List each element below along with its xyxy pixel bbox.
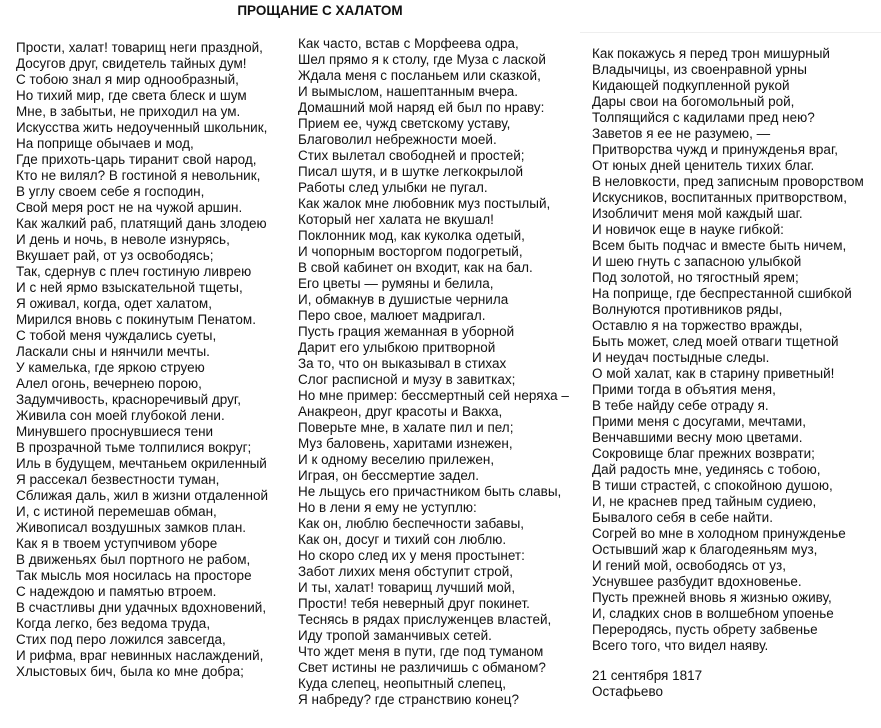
poem-line: Алел огонь, вечернею порою,: [16, 376, 202, 391]
poem-line: Сближая даль, жил в жизни отдаленной: [16, 488, 268, 503]
poem-line: И, обмакнув в душистые чернила: [298, 292, 509, 307]
poem-line: Когда легко, без ведома труда,: [16, 616, 211, 631]
poem-line: Поверьте мне, в халате пил и пел;: [298, 420, 514, 435]
poem-line: О мой халат, как в старину приветный!: [592, 366, 835, 381]
poem-line: В тебе найду себе отраду я.: [592, 398, 769, 413]
poem-line: Минувшего проснувшиеся тени: [16, 424, 214, 439]
poem-line: Так мысль моя носилась на просторе: [16, 568, 252, 583]
poem-line: Я оживал, когда, одет халатом,: [16, 296, 212, 311]
poem-line: И с ней ярмо взыскательной тщеты,: [16, 280, 243, 295]
poem-line: Кидающей подкупленной рукой: [592, 78, 790, 93]
poem-line: Я рассекал безвестности туман,: [16, 472, 220, 487]
poem-line: Пусть грация жеманная в уборной: [298, 324, 515, 339]
poem-line: За то, что он выказывал в стихах: [298, 356, 507, 371]
poem-line: Мирился вновь с покинутым Пенатом.: [16, 312, 256, 327]
poem-line: Дарит его улыбкою притворной: [298, 340, 496, 355]
poem-line: Живила сон моей глубокой лени.: [16, 408, 225, 423]
spacer: [592, 654, 864, 668]
poem-line: Но тихий мир, где света блеск и шум: [16, 88, 247, 103]
poem-line: Остывший жар к благодеяньям муз,: [592, 542, 818, 557]
poem-line: Стих вылетал свободней и простей;: [298, 148, 525, 163]
poem-line: Пусть прежней вновь я жизнью оживу,: [592, 590, 832, 605]
poem-line: Мне, в забытьи, не приходил на ум.: [16, 104, 241, 119]
poem-line: Не льщусь его причастником быть славы,: [298, 484, 562, 499]
poem-line: Вкушает рай, от уз освободясь;: [16, 248, 214, 263]
poem-line: С надеждою и памятью втроем.: [16, 584, 217, 599]
poem-line: Задумчивость, красноречивый друг,: [16, 392, 241, 407]
poem-line: Где прихоть-царь тиранит свой народ,: [16, 152, 257, 167]
poem-line: Иль в будущем, мечтаньем окриленный: [16, 456, 267, 471]
poem-line: Как часто, встав с Морфеева одра,: [298, 36, 519, 51]
poem-line: Всего того, что видел наяву.: [592, 638, 769, 653]
poem-line: Анакреон, друг красоты и Вакха,: [298, 404, 503, 419]
poem-line: От юных дней ценитель тихих благ.: [592, 158, 815, 173]
poem-line: Уснувшее разбудит вдохновенье.: [592, 574, 802, 589]
poem-line: Искусников, воспитанных притворством,: [592, 190, 847, 205]
poem-line: Хлыстовых бич, была ко мне добра;: [16, 664, 244, 679]
poem-line: Иду тропой заманчивых сетей.: [298, 628, 492, 643]
poem-line: С тобою знал я мир однообразный,: [16, 72, 239, 87]
poem-line: Волнуются противников ряды,: [592, 302, 783, 317]
poem-line: У камелька, где яркою струею: [16, 360, 205, 375]
poem-line: Изобличит меня мой каждый шаг.: [592, 206, 803, 221]
poem-line: Заветов я ее не разумею, —: [592, 126, 771, 141]
poem-line: Стих под перо ложился завсегда,: [16, 632, 226, 647]
poem-line: Дай радость мне, уединясь с тобою,: [592, 462, 821, 477]
column-divider: [580, 32, 881, 33]
poem-line: Поклонник мод, как куколка одетый,: [298, 228, 525, 243]
poem-line: Но скоро след их у меня простынет:: [298, 548, 525, 563]
poem-line: Сокровище благ прежних возврати;: [592, 446, 815, 461]
poem-line: Забот лихих меня обступит строй,: [298, 564, 514, 579]
poem-line: Как он, люблю беспечности забавы,: [298, 516, 525, 531]
poem-line: Как он, досуг и тихий сон люблю.: [298, 532, 507, 547]
poem-line: Слог расписной и музу в завитках;: [298, 372, 516, 387]
poem-date: 21 сентября 1817: [592, 668, 703, 683]
poem-line: И, не краснев пред тайным судиею,: [592, 494, 817, 509]
poem-line: Я набреду? где странствию конец?: [298, 692, 519, 707]
poem-line: Прости, халат! товарищ неги праздной,: [16, 40, 263, 55]
poem-line: И гений мой, освободясь от уз,: [592, 558, 786, 573]
poem-line: Оставлю я на торжество вражды,: [592, 318, 803, 333]
poem-line: Венчавшими весну мою цветами.: [592, 430, 803, 445]
poem-line: И новичок еще в науке гибкой:: [592, 222, 784, 237]
poem-line: И чопорным восторгом подогретый,: [298, 244, 523, 259]
poem-line: Домашний мой наряд ей был по нраву:: [298, 100, 545, 115]
poem-line: Шел прямо я к столу, где Муза с лаской: [298, 52, 546, 67]
poem-line: Толпящийся с кадилами пред нею?: [592, 110, 815, 125]
poem-line: В движеньях был портного не рабом,: [16, 552, 251, 567]
poem-line: И ты, халат! товарищ лучший мой,: [298, 580, 516, 595]
poem-place: Остафьево: [592, 684, 663, 699]
poem-line: И, с истиной перемешав обман,: [16, 504, 217, 519]
poem-line: И рифма, враг невинных наслаждений,: [16, 648, 264, 663]
poem-line: Быть может, след моей отваги тщетной: [592, 334, 839, 349]
poem-line: Теснясь в рядах прислуженцев властей,: [298, 612, 552, 627]
poem-line: И день и ночь, в неволе изнурясь,: [16, 232, 230, 247]
poem-line: Прими тогда в объятия меня,: [592, 382, 776, 397]
poem-line: В тиши страстей, с спокойною душою,: [592, 478, 833, 493]
poem-line: Притворства чужд и принужденья враг,: [592, 142, 838, 157]
poem-line: Живописал воздушных замков план.: [16, 520, 247, 535]
poem-line: Как я в твоем уступчивом уборе: [16, 536, 218, 551]
poem-line: Кто не вилял? В гостиной я невольник,: [16, 168, 261, 183]
poem-line: Свет истины не различишь с обманом?: [298, 660, 546, 675]
poem-line: Дары свои на богомольный рой,: [592, 94, 795, 109]
poem-line: Работы след улыбки не пугал.: [298, 180, 488, 195]
poem-line: Муз баловень, харитами изнежен,: [298, 436, 513, 451]
poem-line: И к одному веселию прилежен,: [298, 452, 495, 467]
poem-line: Искусства жить недоученный школьник,: [16, 120, 268, 135]
poem-line: Ласкали сны и нянчили мечты.: [16, 344, 210, 359]
poem-column-2: [298, 36, 569, 708]
poem-line: Но мне пример: бессмертный сей неряха –: [298, 388, 569, 403]
poem-line: Перо свое, малюет мадригал.: [298, 308, 486, 323]
poem-line: Прости! тебя неверный друг покинет.: [298, 596, 530, 611]
poem-line: На поприще обычаев и мод,: [16, 136, 194, 151]
poem-line: Бывалого себя в себе найти.: [592, 510, 773, 525]
poem-line: Свой меря рост не на чужой аршин.: [16, 200, 243, 215]
poem-column-3: [592, 46, 864, 700]
poem-line: В счастливы дни удачных вдохновений,: [16, 600, 267, 615]
poem-line: В углу своем себе я господин,: [16, 184, 205, 199]
poem-line: Согрей во мне в холодном принужденье: [592, 526, 846, 541]
poem-line: И шею гнуть с запасною улыбкой: [592, 254, 802, 269]
poem-line: На поприще, где беспрестанной сшибкой: [592, 286, 852, 301]
poem-line: Его цветы — румяны и белила,: [298, 276, 494, 291]
poem-line: В свой кабинет он входит, как на бал.: [298, 260, 533, 275]
poem-line: Благоволил небрежности моей.: [298, 132, 497, 147]
poem-line: Писал шутя, и в шутке легкокрылой: [298, 164, 524, 179]
poem-line: Всем быть подчас и вместе быть ничем,: [592, 238, 847, 253]
poem-line: В неловкости, пред записным проворством: [592, 174, 864, 189]
poem-line: И, сладких снов в волшебном упоенье: [592, 606, 834, 621]
poem-line: Под золотой, но тягостный ярем;: [592, 270, 799, 285]
poem-line: Как жалкий раб, платящий дань злодею: [16, 216, 267, 231]
poem-line: Ждала меня с посланьем или сказкой,: [298, 68, 541, 83]
poem-title: ПРОЩАНИЕ С ХАЛАТОМ: [237, 3, 403, 18]
poem-line: Но в лени я ему не уступлю:: [298, 500, 477, 515]
poem-line: И неудач постыдные следы.: [592, 350, 770, 365]
poem-line: Переродясь, пусть обрету забвенье: [592, 622, 818, 637]
poem-line: Прием ее, чужд светскому уставу,: [298, 116, 511, 131]
poem-line: Так, сдернув с плеч гостиную ливрею: [16, 264, 252, 279]
poem-line: Играя, он бессмертие задел.: [298, 468, 480, 483]
poem-line: Досугов друг, свидетель тайных дум!: [16, 56, 247, 71]
poem-line: Который нег халата не вкушал!: [298, 212, 494, 227]
poem-line: Как жалок мне любовник муз постылый,: [298, 196, 551, 211]
poem-line: С тобой меня чуждались суеты,: [16, 328, 217, 343]
poem-line: И вымыслом, нашептанным вчера.: [298, 84, 519, 99]
poem-line: Владычицы, из своенравной урны: [592, 62, 807, 77]
poem-column-1: [16, 40, 268, 680]
poem-line: В прозрачной тьме толпилися вокруг;: [16, 440, 252, 455]
poem-line: Как покажусь я перед трон мишурный: [592, 46, 830, 61]
poem-line: Что ждет меня в пути, где под туманом: [298, 644, 544, 659]
poem-line: Куда слепец, неопытный слепец,: [298, 676, 507, 691]
poem-line: Прими меня с досугами, мечтами,: [592, 414, 806, 429]
